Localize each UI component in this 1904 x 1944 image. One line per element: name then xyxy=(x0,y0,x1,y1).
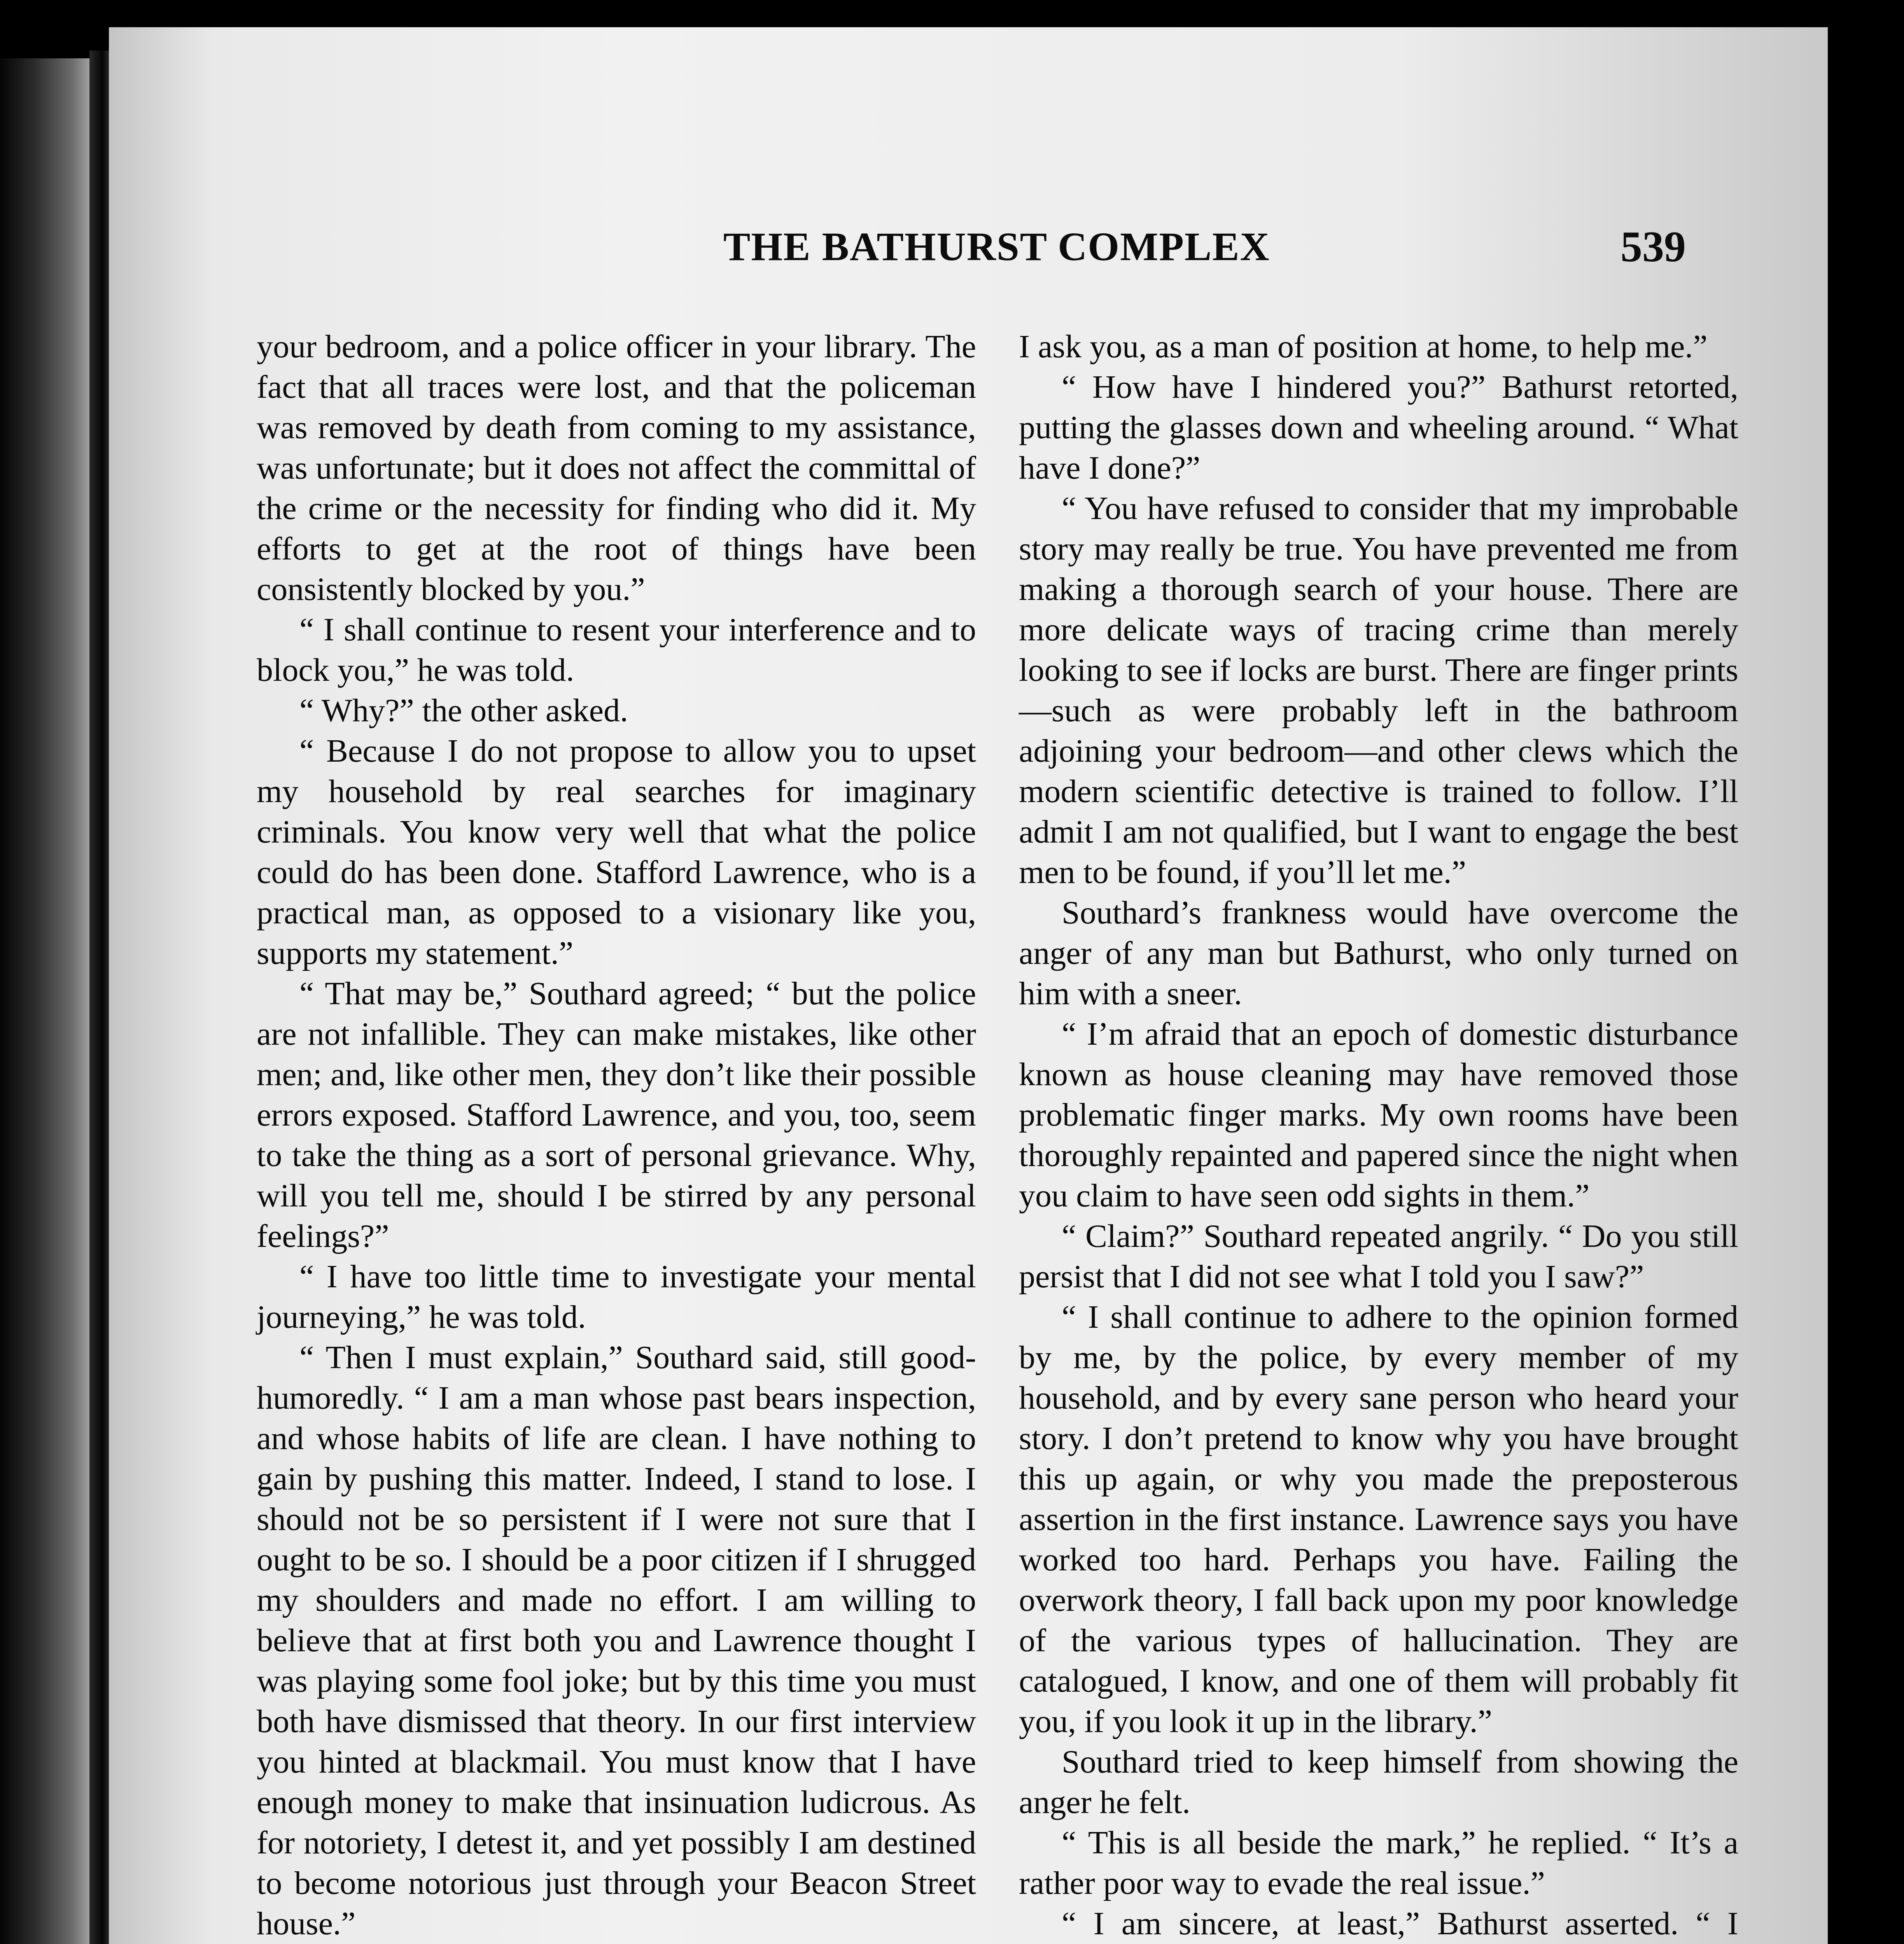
paragraph: “ I have too little time to investigate your mental journeying,” he was told. xyxy=(257,1259,976,1335)
paragraph: “ I shall continue to resent your interference and to block you,” he was told. xyxy=(257,612,976,688)
paragraph: “ This is all beside the mark,” he replied. “ It’s a rather poor way to evade the real issue.” xyxy=(1019,1825,1738,1901)
paragraph: “ Why?” the other asked. xyxy=(299,692,628,729)
paragraph: I ask you, as a man of position at home, to help me.” xyxy=(1019,329,1708,365)
text-column-right xyxy=(1019,327,1738,1944)
paragraph: “ Claim?” Southard repeated angrily. “ Do you still persist that I did not see what I told you I saw?” xyxy=(1019,1218,1738,1295)
paragraph: “ I shall continue to adhere to the opinion formed by me, by the police, by every member of my household, and by every sane person who heard your story. I don’t pretend to know why you have brought this up again, or why you made the preposterous assertion in the first instance. Lawrence says you have worked too hard. Perhaps you have. Failing the overwork theory, I fall back upon my poor knowledge of the various types of hallucination. They are catalogued, I know, and one of them will probably fit you, if you look it up in the library.” xyxy=(1019,1299,1738,1739)
book-page xyxy=(109,27,1828,1944)
paragraph: “ How have I hindered you?” Bathurst retorted, putting the glasses down and wheeling around. “ What have I done?” xyxy=(1019,369,1738,486)
facing-page-edge xyxy=(0,58,97,1944)
page-number: 539 xyxy=(1620,223,1686,271)
paragraph: “ That may be,” Southard agreed; “ but the police are not infallible. They can make mistakes, like other men; and, like other men, they don’t like their possible errors exposed. Stafford Lawrence, and you, too, seem to take the thing as a sort of personal grievance. Why, will you tell me, should I be stirred by any personal feelings?” xyxy=(257,975,976,1254)
text-column-left xyxy=(257,327,976,1944)
paragraph: “ I am sincere, at least,” Bathurst asserted. “ I xyxy=(1062,1906,1738,1942)
paragraph: “ You have refused to consider that my improbable story may really be true. You have prevented me from making a thorough search of your house. There are more delicate ways of tracing crime than merely looking to see if locks are burst. There are finger prints—such as were probably left in the bathroom adjoining your bedroom—and other clews which the modern scientific detective is trained to follow. I’ll admit I am not qualified, but I want to engage the best men to be found, if you’ll let me.” xyxy=(1019,490,1738,890)
paragraph: your bedroom, and a police officer in your library. The fact that all traces were lost, and that the policeman was removed by death from coming to my assistance, was unfortunate; but it does not affect the committal of the crime or the necessity for finding who did it. My efforts to get at the root of things have been consistently blocked by you.” xyxy=(257,329,976,607)
paragraph: “ I’m afraid that an epoch of domestic disturbance known as house cleaning may have removed those problematic finger marks. My own rooms have been thoroughly repainted and papered since the night when you claim to have seen odd sights in them.” xyxy=(1019,1016,1738,1214)
paragraph: “ Because I do not propose to allow you to upset my household by real searches for imaginary criminals. You know very well that what the police could do has been done. Stafford Lawrence, who is a practical man, as opposed to a visionary like you, supports my statement.” xyxy=(257,733,976,971)
paragraph: “ Then I must explain,” Southard said, still good-humoredly. “ I am a man whose past bears inspection, and whose habits of life are clean. I have nothing to gain by pushing this matter. Indeed, I stand to lose. I should not be so persistent if I were not sure that I ought to be so. I should be a poor citizen if I shrugged my shoulders and made no effort. I am willing to believe that at first both you and Lawrence thought I was playing some fool joke; but by this time you must both have dismissed that theory. In our first interview you hinted at blackmail. You must know that I have enough money to make that insinuation ludicrous. As for notoriety, I detest it, and yet possibly I am destined to become notorious just through your Beacon Street house.” xyxy=(257,1339,976,1942)
paragraph: Southard tried to keep himself from showing the anger he felt. xyxy=(1019,1744,1738,1820)
running-head xyxy=(109,218,1828,276)
paragraph: Southard’s frankness would have overcome the anger of any man but Bathurst, who only turned on him with a sneer. xyxy=(1019,895,1738,1012)
running-title: THE BATHURST COMPLEX xyxy=(723,224,1270,269)
